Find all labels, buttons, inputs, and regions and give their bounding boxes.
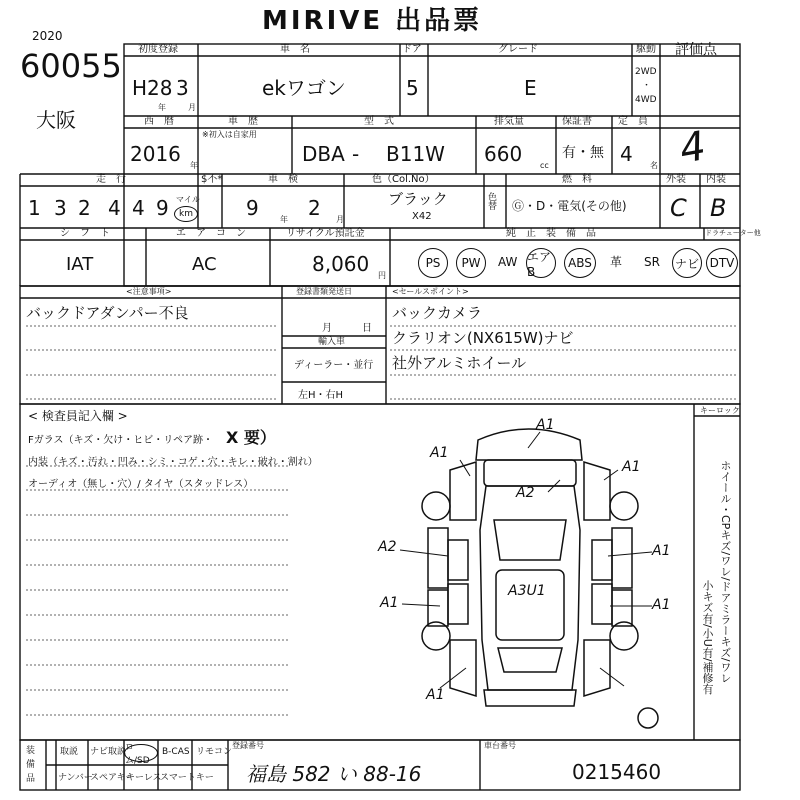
inspection-month: 2 bbox=[308, 196, 321, 220]
hand-values: 左H・右H bbox=[298, 390, 344, 401]
label-model: 型 式 bbox=[364, 116, 394, 127]
exterior-grade: C bbox=[670, 194, 687, 222]
damage-label-front-left: A1 bbox=[430, 445, 449, 461]
inspector-label: < 検査員記入欄 > bbox=[28, 409, 128, 423]
model-dash: - bbox=[352, 142, 360, 166]
color-change-label: 色替 bbox=[488, 193, 498, 212]
equip-pw: PW bbox=[456, 248, 486, 278]
unit-person: 名 bbox=[650, 161, 658, 170]
mileage-digit-6: 9 bbox=[156, 196, 169, 220]
label-chassis: 車台番号 bbox=[484, 741, 516, 750]
fuel: Ⓖ・D・電気(その他) bbox=[512, 199, 627, 213]
reg-month: 月 bbox=[322, 323, 332, 334]
label-teacher: ドラチューター他 bbox=[705, 229, 761, 237]
label-sales: <セールスポイント> bbox=[392, 287, 469, 296]
inspection-year: 9 bbox=[246, 196, 259, 220]
mileage-digit-4: 4 bbox=[108, 196, 121, 220]
audio-line: オーディオ（無し・穴）/ タイヤ（スタッドレス） bbox=[28, 479, 254, 490]
unit-year-2: 年 bbox=[190, 161, 198, 170]
unit-cc: cc bbox=[540, 161, 549, 170]
mileage-digit-2: 3 bbox=[54, 196, 67, 220]
drive-4wd: 4WD bbox=[635, 95, 657, 105]
unit-year: 年 bbox=[158, 103, 166, 112]
damage-label-roof: A3U1 bbox=[508, 583, 546, 599]
reg-day: 日 bbox=[362, 323, 372, 334]
damage-label-rear-left: A1 bbox=[426, 687, 445, 703]
mileage-digit-1: 1 bbox=[28, 196, 41, 220]
chassis-number: 0215460 bbox=[572, 760, 662, 784]
footer-side-label: 装備品 bbox=[26, 746, 36, 784]
label-grade: グレード bbox=[498, 44, 538, 55]
label-capacity: 定 員 bbox=[618, 116, 648, 127]
damage-label-left-rear: A1 bbox=[380, 595, 399, 611]
equip-leather: 革 bbox=[610, 255, 623, 269]
label-reg-docs: 登録書類発送日 bbox=[296, 287, 352, 296]
mileage-digit-5: 4 bbox=[132, 196, 145, 220]
sales-point-2: クラリオン(NX615W)ナビ bbox=[392, 329, 574, 347]
footer-item-rom-sd: ロム/SD bbox=[124, 744, 158, 762]
recycle-fee: 8,060 bbox=[312, 252, 370, 276]
equip-airbag: エアB bbox=[526, 248, 556, 278]
unit-yen: 円 bbox=[378, 271, 386, 280]
label-reg-no: 登録番号 bbox=[232, 741, 264, 750]
registration-number: 福島 582 い 88-16 bbox=[246, 762, 422, 786]
label-color: 色（Col.No） bbox=[372, 174, 435, 185]
sales-point-1: バックカメラ bbox=[392, 304, 483, 322]
side-text: ホイール・CPキズ/ワレ/ドアミラーキズ/ワレ bbox=[719, 460, 732, 684]
western-year: 2016 bbox=[130, 142, 181, 166]
drive-sep: ・ bbox=[642, 81, 652, 91]
label-recycle: リサイクル預託金 bbox=[286, 228, 365, 239]
glass-line: Fガラス（キズ・欠け・ヒビ・リペア跡・ bbox=[28, 435, 214, 446]
label-doors: ドア bbox=[402, 44, 422, 55]
lot-number: 60055 bbox=[20, 47, 122, 85]
footer-item-bcas: B-CAS bbox=[162, 747, 190, 757]
keylock-label: キーロック bbox=[700, 406, 740, 415]
model-code: B11W bbox=[386, 142, 445, 166]
label-import: 輸入車 bbox=[318, 337, 346, 347]
footer-item-smart-key: スマートキー bbox=[160, 773, 214, 783]
equip-aw: AW bbox=[498, 255, 518, 269]
damage-label-left-door: A2 bbox=[378, 539, 397, 555]
footer-item-keyless: キーレス bbox=[126, 773, 162, 783]
equip-dtv: DTV bbox=[706, 248, 738, 278]
label-shift: シ フ ト bbox=[60, 228, 110, 239]
interior-grade: B bbox=[710, 194, 727, 222]
label-caution: <注意事項> bbox=[126, 287, 172, 296]
car-name: ekワゴン bbox=[262, 76, 346, 100]
mileage-unit-mile: マイル bbox=[176, 195, 200, 204]
equip-navi: ナビ bbox=[672, 248, 702, 278]
label-fuel: 燃 料 bbox=[562, 174, 592, 185]
sales-point-3: 社外アルミホイール bbox=[392, 354, 527, 372]
damage-label-front: A1 bbox=[536, 417, 555, 433]
footer-item-remote: リモコン bbox=[196, 747, 233, 757]
first-reg-month: 3 bbox=[176, 76, 189, 100]
label-equipment: 純 正 装 備 品 bbox=[506, 228, 596, 239]
caution-text: バックドアダンパー不良 bbox=[26, 304, 189, 322]
label-score: 評価点 bbox=[675, 42, 717, 58]
footer-item-manual: 取説 bbox=[60, 747, 79, 757]
damage-label-hood: A2 bbox=[516, 485, 535, 501]
footer-item-spare-key: スペアキー bbox=[90, 773, 135, 783]
footer-item-number: ナンバー bbox=[58, 773, 93, 783]
doors: 5 bbox=[406, 76, 419, 100]
label-aircon: エ ア コ ン bbox=[176, 228, 246, 239]
score-value: 4 bbox=[676, 123, 710, 173]
venue: 大阪 bbox=[36, 108, 76, 132]
color: ブラック bbox=[388, 190, 448, 208]
model-prefix: DBA bbox=[302, 142, 345, 166]
import-values: ディーラー・並行 bbox=[294, 360, 374, 371]
unit-month: 月 bbox=[188, 103, 196, 112]
mileage-digit-3: 2 bbox=[78, 196, 91, 220]
label-warranty: 保証書 bbox=[562, 116, 592, 127]
year-tag: 2020 bbox=[32, 29, 63, 43]
label-mileage: 走 行 bbox=[96, 174, 126, 185]
displacement: 660 bbox=[484, 142, 523, 166]
first-reg-era: H28 bbox=[132, 76, 173, 100]
damage-label-front-right: A1 bbox=[622, 459, 641, 475]
equip-sr: SR bbox=[644, 255, 660, 269]
label-inspection: 車 検 bbox=[268, 174, 298, 185]
label-history: 車 歴 bbox=[228, 116, 258, 127]
equip-abs: ABS bbox=[564, 248, 596, 278]
label-car-name: 車 名 bbox=[280, 44, 310, 55]
damage-label-right-door: A1 bbox=[652, 543, 671, 559]
capacity: 4 bbox=[620, 142, 633, 166]
warranty: 有・無 bbox=[562, 145, 604, 161]
label-exterior: 外装 bbox=[666, 174, 686, 185]
mileage-unit-km: km bbox=[174, 206, 198, 222]
unit-year-3: 年 bbox=[280, 215, 288, 224]
glass-mark: X 要） bbox=[226, 428, 276, 447]
form-title: MIRIVE 出品票 bbox=[262, 6, 483, 36]
drive-2wd: 2WD bbox=[635, 67, 657, 77]
history-note: ※初入は自家用 bbox=[202, 130, 257, 139]
footer-item-navi-manual: ナビ取説 bbox=[90, 747, 127, 757]
mileage-flag: $不* bbox=[201, 174, 223, 185]
label-displacement: 排気量 bbox=[494, 116, 524, 127]
unit-month-3: 月 bbox=[336, 215, 344, 224]
side-text-2: 小キズ有/小U有/補修有 bbox=[701, 580, 714, 695]
color-code: X42 bbox=[412, 211, 432, 222]
aircon: AC bbox=[192, 254, 217, 275]
damage-label-right-rear: A1 bbox=[652, 597, 671, 613]
label-first-reg: 初度登録 bbox=[138, 44, 178, 55]
label-drive: 駆動 bbox=[636, 44, 656, 55]
label-interior: 内装 bbox=[706, 174, 726, 185]
equip-ps: PS bbox=[418, 248, 448, 278]
shift: IAT bbox=[66, 254, 94, 275]
label-western: 西 暦 bbox=[144, 116, 174, 127]
interior-line: 内装（キズ・汚れ・凹み・シミ・コゲ・穴・キレ・破れ・割れ） bbox=[28, 457, 318, 468]
grade: E bbox=[524, 76, 537, 100]
